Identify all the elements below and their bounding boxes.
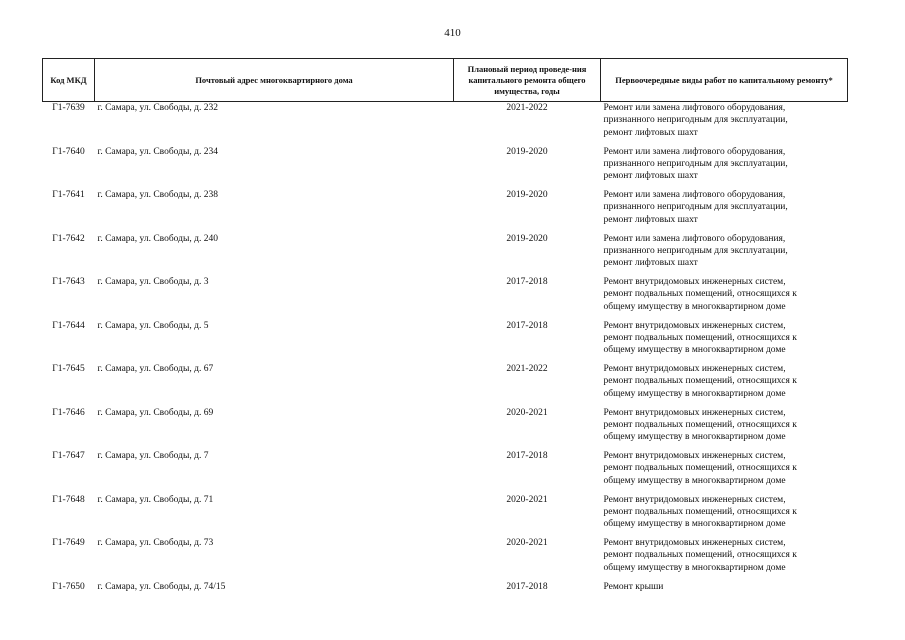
cell-code: Г1-7647	[52, 451, 85, 461]
cell-period: 2021-2022	[506, 364, 548, 374]
table-header-row	[43, 59, 848, 102]
works-line: Ремонт внутридомовых инженерных систем,	[603, 538, 786, 548]
cell-code: Г1-7646	[52, 407, 85, 418]
header-address: Почтовый адрес многоквартирного дома	[95, 59, 454, 102]
cell-code: Г1-7641	[52, 190, 85, 200]
header-period: Плановый период проведе-ния капитального ремонта общего имущества, годы	[454, 59, 601, 102]
table-row	[43, 494, 848, 538]
cell-works	[601, 276, 848, 320]
cell-code: Г1-7643	[52, 277, 85, 287]
table-row	[43, 146, 848, 190]
works-line: общему имуществу в многоквартирном доме	[603, 432, 786, 443]
cell-code: Г1-7649	[52, 538, 85, 548]
works-line: Ремонт крыши	[603, 581, 664, 592]
works-line: Ремонт внутридомовых инженерных систем,	[603, 277, 786, 287]
cell-period: 2019-2020	[506, 146, 548, 157]
cell-works	[601, 450, 848, 494]
table-row	[43, 189, 848, 233]
table-row	[43, 407, 848, 451]
works-line: ремонт подвальных помещений, относящихся к	[603, 506, 797, 517]
cell-works	[601, 102, 848, 146]
works-line: Ремонт внутридомовых инженерных систем,	[603, 407, 786, 418]
table-row	[43, 102, 848, 146]
works-line: общему имуществу в многоквартирном доме	[603, 301, 786, 312]
works-line: Ремонт или замена лифтового оборудования,	[603, 103, 786, 113]
cell-period: 2021-2022	[506, 103, 548, 113]
header-works: Первоочередные виды работ по капитальному ремонту*	[601, 59, 848, 102]
cell-address: г. Самара, ул. Свободы, д. 7	[97, 451, 209, 461]
works-line: ремонт лифтовых шахт	[603, 258, 698, 269]
cell-address: г. Самара, ул. Свободы, д. 234	[97, 146, 218, 157]
works-line: общему имуществу в многоквартирном доме	[603, 345, 786, 356]
cell-address: г. Самара, ул. Свободы, д. 232	[97, 103, 218, 113]
works-line: общему имуществу в многоквартирном доме	[603, 388, 786, 399]
table-row	[43, 450, 848, 494]
cell-period: 2017-2018	[506, 277, 548, 287]
cell-period: 2019-2020	[506, 190, 548, 200]
works-line: ремонт подвальных помещений, относящихся к	[603, 419, 797, 430]
cell-code: Г1-7640	[52, 146, 85, 157]
table-row	[43, 537, 848, 581]
cell-address: г. Самара, ул. Свободы, д. 73	[97, 538, 214, 548]
cell-address: г. Самара, ул. Свободы, д. 67	[97, 364, 214, 374]
cell-works	[601, 233, 848, 277]
table-row	[43, 233, 848, 277]
works-line: Ремонт или замена лифтового оборудования,	[603, 146, 786, 157]
cell-code: Г1-7645	[52, 364, 85, 374]
works-line: признанного непригодным для эксплуатации,	[603, 158, 788, 169]
works-line: общему имуществу в многоквартирном доме	[603, 562, 786, 573]
cell-code: Г1-7644	[52, 320, 85, 331]
header-code: Код МКД	[43, 59, 95, 102]
cell-period: 2020-2021	[506, 494, 548, 505]
cell-works	[601, 189, 848, 233]
works-line: Ремонт внутридомовых инженерных систем,	[603, 320, 786, 331]
works-line: ремонт лифтовых шахт	[603, 127, 698, 138]
works-line: признанного непригодным для эксплуатации,	[603, 245, 788, 256]
cell-period: 2020-2021	[506, 407, 548, 418]
cell-period: 2019-2020	[506, 233, 548, 244]
works-line: признанного непригодным для эксплуатации,	[603, 202, 788, 213]
table-row	[43, 581, 848, 625]
table-row	[43, 276, 848, 320]
works-line: ремонт подвальных помещений, относящихся к	[603, 376, 797, 387]
table-body	[43, 102, 848, 625]
works-line: ремонт подвальных помещений, относящихся к	[603, 332, 797, 343]
cell-address: г. Самара, ул. Свободы, д. 71	[97, 494, 214, 505]
works-line: ремонт подвальных помещений, относящихся к	[603, 463, 797, 474]
table-row	[43, 363, 848, 407]
cell-code: Г1-7650	[52, 581, 85, 592]
works-line: ремонт подвальных помещений, относящихся к	[603, 289, 797, 300]
cell-period: 2020-2021	[506, 538, 548, 548]
works-line: Ремонт или замена лифтового оборудования,	[603, 233, 786, 244]
cell-works	[601, 537, 848, 581]
cell-works	[601, 363, 848, 407]
works-line: общему имуществу в многоквартирном доме	[603, 519, 786, 530]
page-number: 410	[444, 27, 461, 39]
works-line: признанного непригодным для эксплуатации,	[603, 115, 788, 126]
works-line: ремонт лифтовых шахт	[603, 214, 698, 225]
cell-period: 2017-2018	[506, 581, 548, 592]
capital-repair-table	[42, 58, 848, 624]
works-line: Ремонт внутридомовых инженерных систем,	[603, 451, 786, 461]
cell-period: 2017-2018	[506, 451, 548, 461]
cell-works	[601, 320, 848, 364]
cell-address: г. Самара, ул. Свободы, д. 69	[97, 407, 214, 418]
works-line: общему имуществу в многоквартирном доме	[603, 475, 786, 486]
works-line: Ремонт внутридомовых инженерных систем,	[603, 494, 786, 505]
cell-works	[601, 581, 848, 625]
cell-address: г. Самара, ул. Свободы, д. 3	[97, 277, 209, 287]
cell-address: г. Самара, ул. Свободы, д. 240	[97, 233, 218, 244]
works-line: ремонт лифтовых шахт	[603, 171, 698, 182]
works-line: Ремонт или замена лифтового оборудования,	[603, 190, 786, 200]
works-line: ремонт подвальных помещений, относящихся к	[603, 550, 797, 561]
cell-address: г. Самара, ул. Свободы, д. 74/15	[97, 581, 226, 592]
cell-code: Г1-7639	[52, 103, 85, 113]
table-row	[43, 320, 848, 364]
cell-code: Г1-7642	[52, 233, 85, 244]
cell-works	[601, 407, 848, 451]
cell-code: Г1-7648	[52, 494, 85, 505]
cell-address: г. Самара, ул. Свободы, д. 238	[97, 190, 218, 200]
cell-works	[601, 146, 848, 190]
cell-address: г. Самара, ул. Свободы, д. 5	[97, 320, 209, 331]
works-line: Ремонт внутридомовых инженерных систем,	[603, 364, 786, 374]
cell-works	[601, 494, 848, 538]
cell-period: 2017-2018	[506, 320, 548, 331]
